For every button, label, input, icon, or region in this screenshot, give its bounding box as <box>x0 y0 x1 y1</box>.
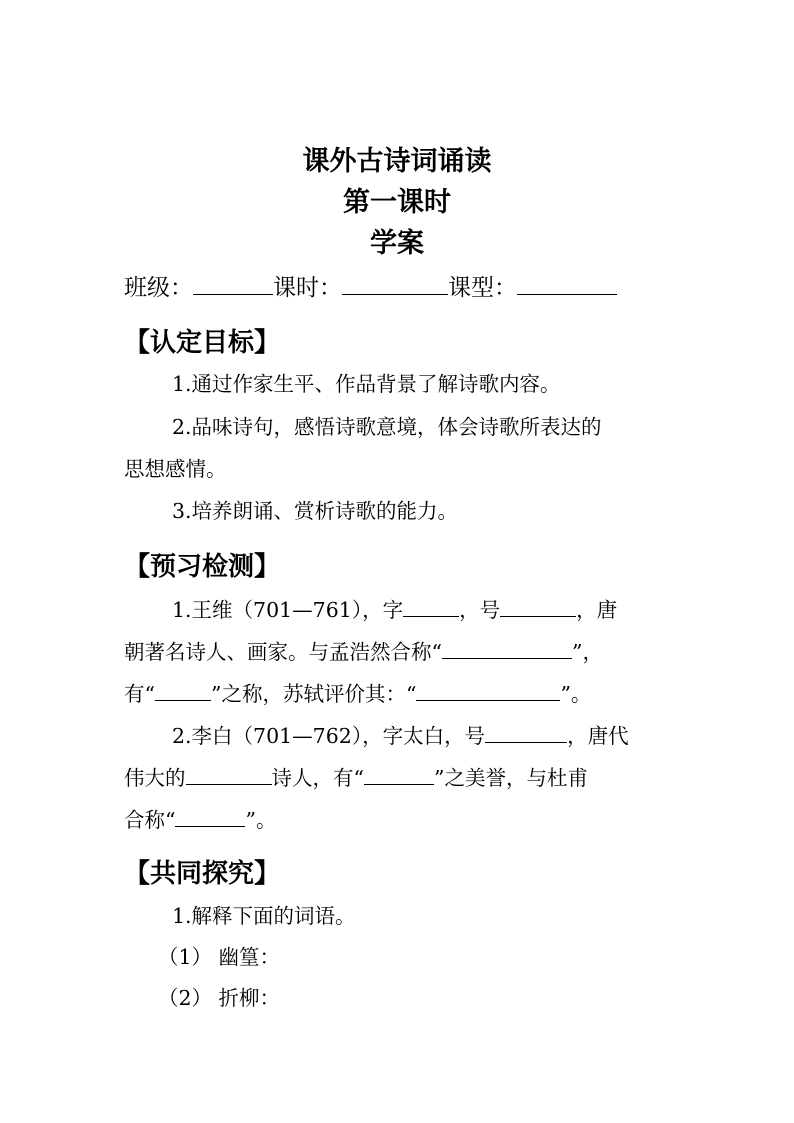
header-fields <box>124 273 617 303</box>
q1-text-5: ”， <box>571 640 603 664</box>
section-heading-goals: 【认定目标】 <box>124 328 281 358</box>
goal-item-2: 2.品味诗句，感悟诗歌意境，体会诗歌所表达的 <box>172 415 602 439</box>
q1-blank-pingjia[interactable] <box>416 682 560 701</box>
section-heading-explore: 【共同探究】 <box>124 859 281 889</box>
goal-item-1: 1.通过作家生平、作品背景了解诗歌内容。 <box>172 372 561 396</box>
q1-text-2: ，号 <box>459 598 501 622</box>
goal-item-2-cont: 思想感情。 <box>124 457 227 481</box>
preview-q2-line2 <box>124 764 588 792</box>
q2-text-1: 2.李白（701—762），字太白，号 <box>172 724 486 748</box>
type-label: 课型： <box>448 275 517 301</box>
type-blank[interactable] <box>517 276 617 295</box>
q2-text-5: ”之美誉，与杜甫 <box>433 766 588 790</box>
q2-blank-poet-type[interactable] <box>186 766 272 785</box>
q1-text-6: 有“ <box>124 682 155 706</box>
preview-q1-line2 <box>124 638 603 666</box>
doc-subtitle-2: 学案 <box>370 228 424 259</box>
class-blank[interactable] <box>193 276 273 295</box>
doc-title: 课外古诗词诵读 <box>302 146 492 177</box>
preview-q1-line1 <box>172 596 617 624</box>
q1-blank-hecheng[interactable] <box>442 640 572 659</box>
preview-q1-line3 <box>124 680 591 708</box>
q2-blank-hecheng[interactable] <box>175 808 245 827</box>
period-blank[interactable] <box>342 276 448 295</box>
class-label: 班级： <box>124 275 193 301</box>
q2-text-3: 伟大的 <box>124 766 186 790</box>
q1-text-3: ，唐 <box>576 598 618 622</box>
period-label: 课时： <box>273 275 342 301</box>
doc-subtitle: 第一课时 <box>343 187 451 218</box>
q1-text-8: ”。 <box>560 682 592 706</box>
explore-item-1: 1.解释下面的词语。 <box>172 904 356 928</box>
q2-blank-meiyu[interactable] <box>364 766 434 785</box>
q1-blank-hao[interactable] <box>500 598 576 617</box>
q2-text-2: ，唐代 <box>567 724 629 748</box>
q1-blank-chengwei[interactable] <box>155 682 211 701</box>
explore-sub-2: （2） 折柳： <box>158 986 281 1010</box>
q1-text-7: ”之称，苏轼评价其：“ <box>210 682 417 706</box>
q2-blank-hao[interactable] <box>485 724 567 743</box>
preview-q2-line1 <box>172 722 629 750</box>
preview-q2-line3 <box>124 806 276 834</box>
q1-text-4: 朝著名诗人、画家。与孟浩然合称“ <box>124 640 442 664</box>
section-heading-preview: 【预习检测】 <box>124 552 281 582</box>
explore-sub-1: （1） 幽篁： <box>158 945 281 969</box>
q1-text-1: 1.王维（701—761），字 <box>172 598 404 622</box>
goal-item-3: 3.培养朗诵、赏析诗歌的能力。 <box>172 499 459 523</box>
q2-text-7: ”。 <box>245 808 277 832</box>
q2-text-6: 合称“ <box>124 808 176 832</box>
q2-text-4: 诗人，有“ <box>271 766 364 790</box>
q1-blank-zi[interactable] <box>403 598 459 617</box>
